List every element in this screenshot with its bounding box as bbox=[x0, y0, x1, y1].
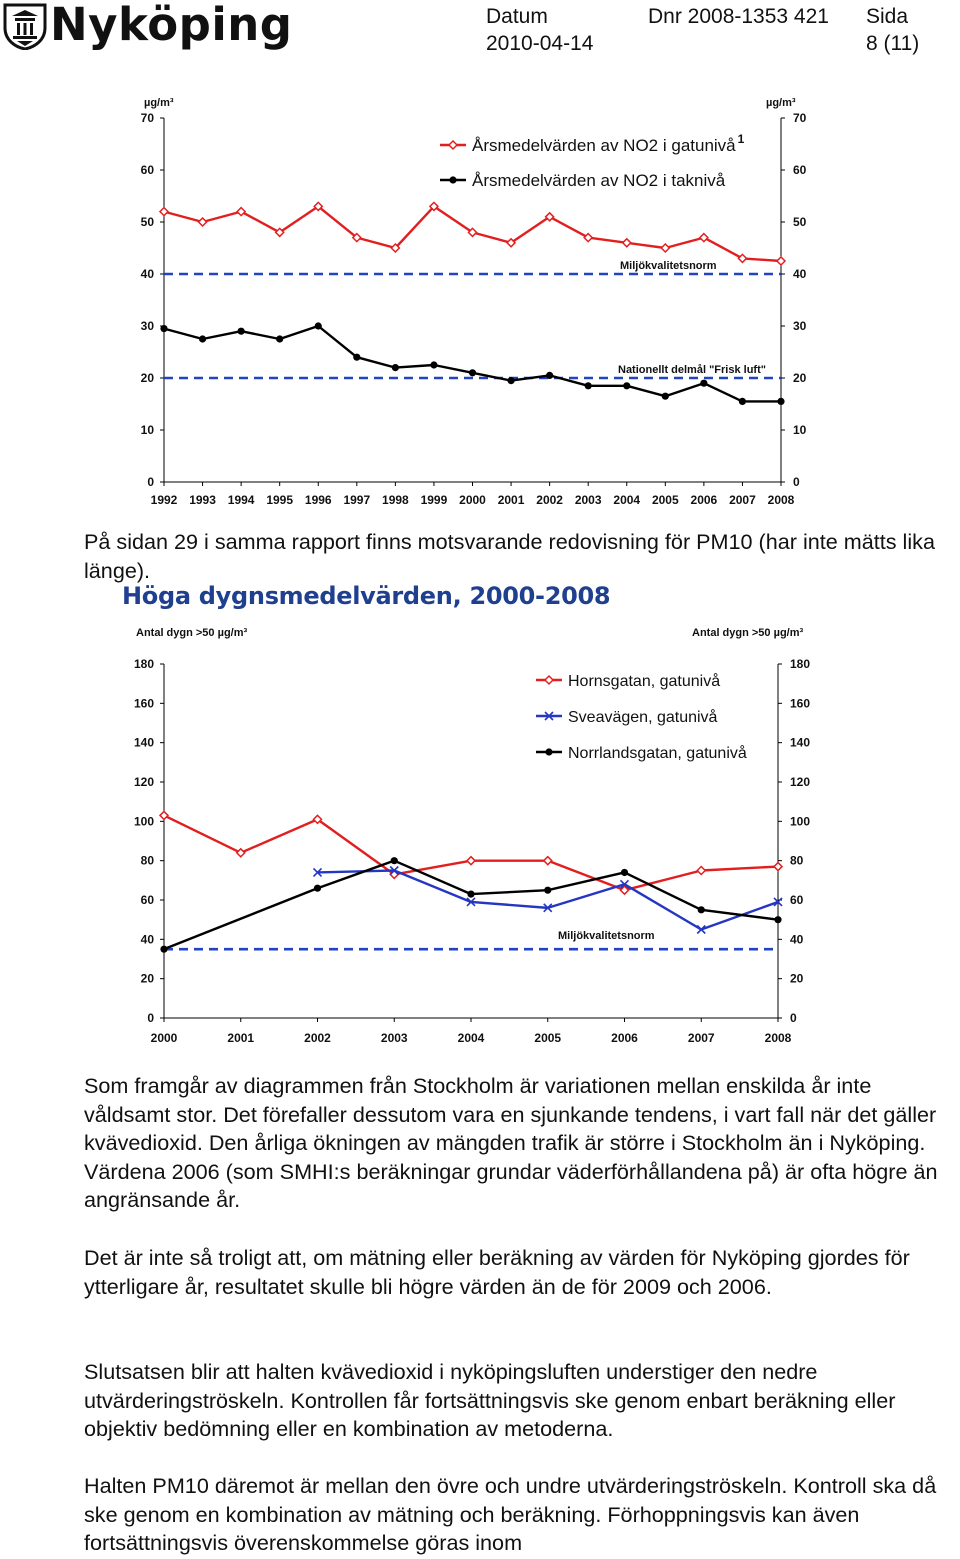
c2-data-point-norrlandsgatan-gatuniva bbox=[160, 946, 167, 953]
c2-data-point-hornsgatan-gatuniva bbox=[237, 849, 245, 857]
c1-x-tick-label: 2005 bbox=[651, 493, 679, 507]
document-number: Dnr 2008-1353 421 bbox=[648, 5, 829, 28]
c2-legend-marker-norrlandsgatan-gatuniva bbox=[545, 748, 552, 755]
c2-y-tick-label-right: 100 bbox=[790, 814, 811, 829]
c2-y-tick-label-right: 140 bbox=[790, 735, 811, 750]
c2-data-point-hornsgatan-gatuniva bbox=[467, 857, 475, 865]
c2-y-tick-label-right: 40 bbox=[790, 932, 804, 947]
c1-x-tick-label: 1993 bbox=[189, 493, 216, 507]
c2-y-tick-label-right: 20 bbox=[790, 971, 804, 986]
c1-y-tick-label-left: 40 bbox=[140, 267, 154, 281]
c1-x-tick-label: 2002 bbox=[536, 493, 563, 507]
c1-x-tick-label: 2004 bbox=[613, 493, 641, 507]
c1-x-tick-label: 2000 bbox=[459, 493, 486, 507]
c1-x-tick-label: 1998 bbox=[382, 493, 409, 507]
c2-legend-label-norrlandsgatan-gatuniva: Norrlandsgatan, gatunivå bbox=[568, 745, 747, 762]
c1-x-tick-label: 2003 bbox=[574, 493, 602, 507]
c1-y-tick-label-left: 0 bbox=[147, 475, 154, 489]
c2-y-tick-label-right: 0 bbox=[790, 1011, 797, 1025]
c1-left-unit-label: µg/m³ bbox=[144, 97, 174, 109]
c2-x-tick-label: 2002 bbox=[304, 1031, 331, 1045]
c2-data-point-hornsgatan-gatuniva bbox=[544, 857, 552, 865]
c2-x-tick-label: 2007 bbox=[687, 1031, 715, 1045]
c1-y-tick-label-left: 20 bbox=[140, 371, 154, 385]
c2-y-tick-label-left: 100 bbox=[133, 814, 154, 829]
c1-x-tick-label: 1994 bbox=[227, 493, 255, 507]
c2-data-point-hornsgatan-gatuniva bbox=[774, 863, 782, 871]
page-number: 8 (11) bbox=[866, 32, 920, 55]
c1-y-tick-label-right: 70 bbox=[793, 111, 807, 125]
c1-legend-label-arsmedelvarden-av-no2-i-gatuniva: Årsmedelvärden av NO2 i gatunivå bbox=[472, 136, 736, 155]
c1-y-tick-label-left: 30 bbox=[140, 319, 154, 333]
c2-legend-marker-hornsgatan-gatuniva bbox=[545, 676, 553, 684]
c1-y-tick-label-right: 60 bbox=[793, 163, 807, 177]
paragraph-nykoping: Det är inte så troligt att, om mätning eller beräkning av värden för Nyköping gjordes för ytterligare år, resultatet skulle bli högre värden än de för 2009 och 2006. bbox=[84, 1245, 910, 1299]
c1-x-tick-label: 1995 bbox=[266, 493, 294, 507]
c1-y-tick-label-right: 0 bbox=[793, 475, 800, 489]
c1-y-tick-label-left: 50 bbox=[140, 215, 154, 229]
c2-x-tick-label: 2001 bbox=[227, 1031, 255, 1045]
c2-y-tick-label-left: 180 bbox=[133, 657, 154, 671]
c2-y-tick-label-left: 80 bbox=[140, 853, 154, 868]
c2-y-tick-label-left: 140 bbox=[133, 735, 154, 750]
c2-left-unit-label: Antal dygn >50 µg/m³ bbox=[136, 627, 248, 639]
c2-x-tick-label: 2004 bbox=[457, 1031, 485, 1045]
c2-y-tick-label-right: 60 bbox=[790, 893, 804, 907]
intro-paragraph: På sidan 29 i samma rapport finns motsvarande redovisning för PM10 (har inte mätts lika länge). bbox=[84, 529, 935, 583]
c1-y-tick-label-right: 20 bbox=[793, 371, 807, 385]
c1-y-tick-label-right: 50 bbox=[793, 215, 807, 229]
c1-x-tick-label: 2008 bbox=[767, 493, 795, 507]
c2-y-tick-label-right: 80 bbox=[790, 853, 804, 868]
c1-y-tick-label-left: 70 bbox=[140, 111, 154, 125]
c2-y-tick-label-left: 120 bbox=[133, 775, 154, 789]
c2-legend-label-hornsgatan-gatuniva: Hornsgatan, gatunivå bbox=[568, 673, 721, 690]
c2-x-tick-label: 2006 bbox=[611, 1031, 638, 1045]
c2-y-tick-label-left: 60 bbox=[140, 893, 154, 907]
chart2-title: Höga dygnsmedelvärden, 2000-2008 bbox=[122, 582, 611, 610]
c2-y-tick-label-right: 120 bbox=[790, 775, 811, 789]
c2-legend-label-sveavagen-gatuniva: Sveavägen, gatunivå bbox=[568, 709, 718, 726]
c2-x-tick-label: 2005 bbox=[534, 1031, 562, 1045]
c2-data-point-norrlandsgatan-gatuniva bbox=[698, 906, 705, 913]
c1-y-tick-label-right: 10 bbox=[793, 423, 807, 437]
c1-y-tick-label-left: 10 bbox=[140, 423, 154, 437]
c2-y-tick-label-left: 20 bbox=[140, 971, 154, 986]
c2-y-tick-label-left: 0 bbox=[147, 1011, 154, 1025]
c2-x-tick-label: 2008 bbox=[764, 1031, 792, 1045]
c2-data-point-norrlandsgatan-gatuniva bbox=[621, 869, 628, 876]
c1-legend-label-arsmedelvarden-av-no2-i-takniva: Årsmedelvärden av NO2 i taknivå bbox=[472, 171, 726, 190]
c1-x-tick-label: 2006 bbox=[690, 493, 718, 507]
c2-x-tick-label: 2003 bbox=[380, 1031, 408, 1045]
c1-y-tick-label-right: 30 bbox=[793, 319, 807, 333]
c2-x-tick-label: 2000 bbox=[150, 1031, 178, 1045]
paragraph-pm10: Halten PM10 däremot är mellan den övre och undre utvärderingströskeln. Kontroll ska då ske genom en kombination av mätning och beräkning. Förhoppningsvis kan även fortsättningsvis överenskommelse göras inom bbox=[84, 1473, 937, 1556]
c2-series-line-sveavagen-gatuniva bbox=[318, 871, 779, 930]
c2-data-point-hornsgatan-gatuniva bbox=[160, 811, 168, 819]
c2-series-line-hornsgatan-gatuniva bbox=[164, 815, 778, 890]
c1-x-tick-label: 2007 bbox=[729, 493, 756, 507]
c1-y-tick-label-left: 60 bbox=[140, 163, 154, 177]
c2-y-tick-label-right: 160 bbox=[790, 696, 811, 711]
page-label: Sida bbox=[866, 5, 909, 28]
c2-data-point-norrlandsgatan-gatuniva bbox=[391, 857, 398, 864]
c1-x-tick-label: 1996 bbox=[304, 493, 332, 507]
datum-value: 2010-04-14 bbox=[486, 32, 594, 55]
c1-right-unit-label: µg/m³ bbox=[766, 97, 796, 109]
paragraph-variation: Som framgår av diagrammen från Stockholm är variationen mellan enskilda år inte våldsamt stor. Det förefaller dessutom vara en sjunkande tendens, i vart fall när det gäller kvävedioxid. Den årliga ökningen av mängden trafik är större i Stockholm än i Nyköping. Värdena 2006 (som SMHI:s beräkningar grundar väderförhållandena på) är ofta högre än angränsande år. bbox=[84, 1073, 938, 1213]
c2-y-tick-label-left: 40 bbox=[140, 932, 154, 947]
c2-data-point-norrlandsgatan-gatuniva bbox=[314, 885, 321, 892]
c1-reference-label-miljokvalitetsnorm: Miljökvalitetsnorm bbox=[620, 260, 717, 272]
c1-x-tick-label: 1999 bbox=[420, 493, 448, 507]
c1-x-tick-label: 1997 bbox=[343, 493, 371, 507]
c1-x-tick-label: 2001 bbox=[497, 493, 525, 507]
c2-data-point-hornsgatan-gatuniva bbox=[697, 867, 705, 875]
c2-data-point-norrlandsgatan-gatuniva bbox=[774, 916, 781, 923]
c2-data-point-norrlandsgatan-gatuniva bbox=[544, 887, 551, 894]
datum-label: Datum bbox=[486, 5, 548, 28]
paragraph-conclusion: Slutsatsen blir att halten kvävedioxid i nyköpingsluften understiger den nedre utvärderingströskeln. Kontrollen får fortsättningsvis ske genom enbart beräkning eller objektiv bedömning eller en kombination av metoderna. bbox=[84, 1359, 896, 1442]
c1-y-tick-label-right: 40 bbox=[793, 267, 807, 281]
c2-data-point-norrlandsgatan-gatuniva bbox=[467, 891, 474, 898]
c1-legend-footnote-marker: 1 bbox=[737, 132, 745, 146]
logo-text: Nyköping bbox=[50, 0, 293, 51]
c2-right-unit-label: Antal dygn >50 µg/m³ bbox=[692, 627, 804, 639]
c2-y-tick-label-right: 180 bbox=[790, 657, 811, 671]
c1-reference-label-nationellt-delmal-frisk-luft: Nationellt delmål "Frisk luft" bbox=[618, 364, 766, 376]
c2-reference-label-miljokvalitetsnorm: Miljökvalitetsnorm bbox=[558, 930, 655, 943]
c2-y-tick-label-left: 160 bbox=[133, 696, 154, 711]
c1-x-tick-label: 1992 bbox=[150, 493, 178, 507]
